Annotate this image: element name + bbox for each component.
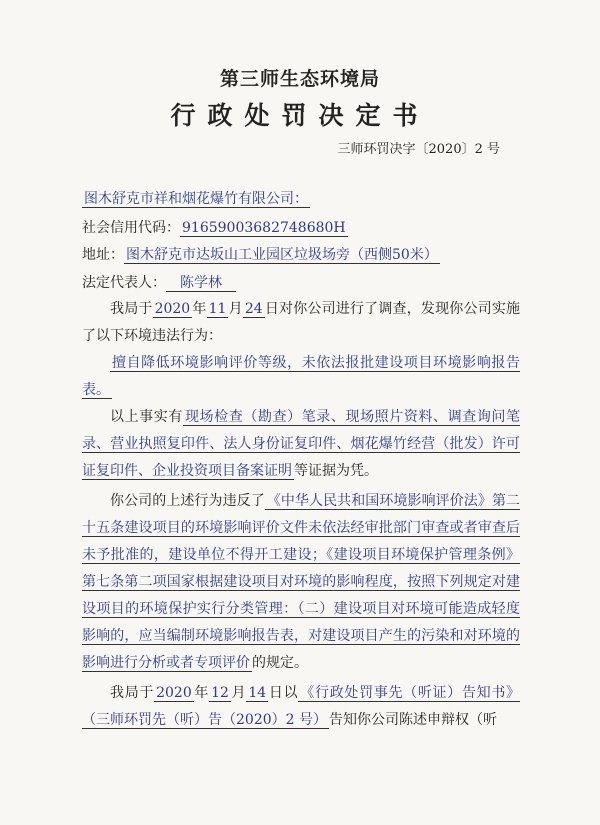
legal-rep-label: 法定代表人： xyxy=(82,275,166,291)
document-title: 行政处罚决定书 xyxy=(170,101,430,130)
text-segment: 日对你公司进行了调查，发现你公司实施了以下环境违法行为： xyxy=(82,301,521,344)
text-segment: 年 xyxy=(192,301,207,317)
text-segment: 月 xyxy=(228,301,243,317)
violation-paragraph xyxy=(82,350,520,404)
legal-basis-text: 《中华人民共和国环境影响评价法》第二十五条建设项目的环境影响评价文件未依法经审批部门审查或者审查后未予批准的，建设单位不得开工建设；《建设项目环境保护管理条例》第七条第二项国家根据建设项目对环境的影响程度，按照下列规定对建设项目的环境保护实行分类管理：（二）建设项目对环境可能造成轻度影响的，应当编制环境影响报告表，对建设项目产生的污染和对环境的影响进行分析或者专项评价 xyxy=(82,493,521,671)
evidence-paragraph xyxy=(82,404,520,485)
company-name xyxy=(82,189,310,209)
evidence-list: 现场检查（勘查）笔录、现场照片资料、调查询问笔录、营业执照复印件、法人身份证复印件、烟花爆竹经营（批发）许可证复印件、企业投资项目备案证明 xyxy=(82,409,521,479)
violation-text: 擅自降低环境影响评价等级，未依法报批建设项目环境影响报告表。 xyxy=(82,355,520,398)
address-line xyxy=(82,245,440,265)
investigation-paragraph xyxy=(82,296,520,350)
text-segment: 月 xyxy=(230,685,247,701)
legal-basis-paragraph xyxy=(82,488,520,677)
legal-rep-line xyxy=(82,273,236,293)
notice-document: 《行政处罚事先（听证）告知书》（三师环罚先（听）告（2020）2 号） xyxy=(82,685,521,728)
notice-paragraph xyxy=(82,680,520,734)
investigation-year: 2020 xyxy=(154,301,191,317)
notice-year: 2020 xyxy=(156,685,192,701)
credit-code-value: 91659003682748680H xyxy=(182,220,346,236)
text-segment: 以上事实有 xyxy=(110,409,183,425)
text-segment: 告知你公司陈述申辩权（听 xyxy=(329,712,497,728)
text-segment: 日以 xyxy=(268,685,299,701)
legal-rep-value: 陈学林 xyxy=(166,275,236,292)
text-segment: 年 xyxy=(193,685,210,701)
investigation-day: 24 xyxy=(244,301,263,317)
text-segment: 的规定。 xyxy=(252,655,308,671)
text-segment: 我局于 xyxy=(110,685,155,701)
issuing-organization: 第三师生态环境局 xyxy=(219,68,380,90)
address-label: 地址： xyxy=(82,247,124,263)
credit-code-label: 社会信用代码： xyxy=(82,220,180,236)
company-name-text: 图木舒克市祥和烟花爆竹有限公司： xyxy=(84,191,308,207)
text-segment: 等证据为凭。 xyxy=(294,463,378,479)
address-value: 图木舒克市达坂山工业园区垃圾场旁（西侧50米） xyxy=(126,247,438,263)
credit-code-line xyxy=(82,218,348,238)
text-segment: 我局于 xyxy=(110,301,153,317)
text-segment: 你公司的上述行为违反了 xyxy=(110,493,265,509)
document-number: 三师环罚决字〔2020〕2 号 xyxy=(337,142,500,157)
notice-day: 14 xyxy=(248,685,267,701)
notice-month: 12 xyxy=(211,685,229,701)
investigation-month: 11 xyxy=(208,301,227,317)
